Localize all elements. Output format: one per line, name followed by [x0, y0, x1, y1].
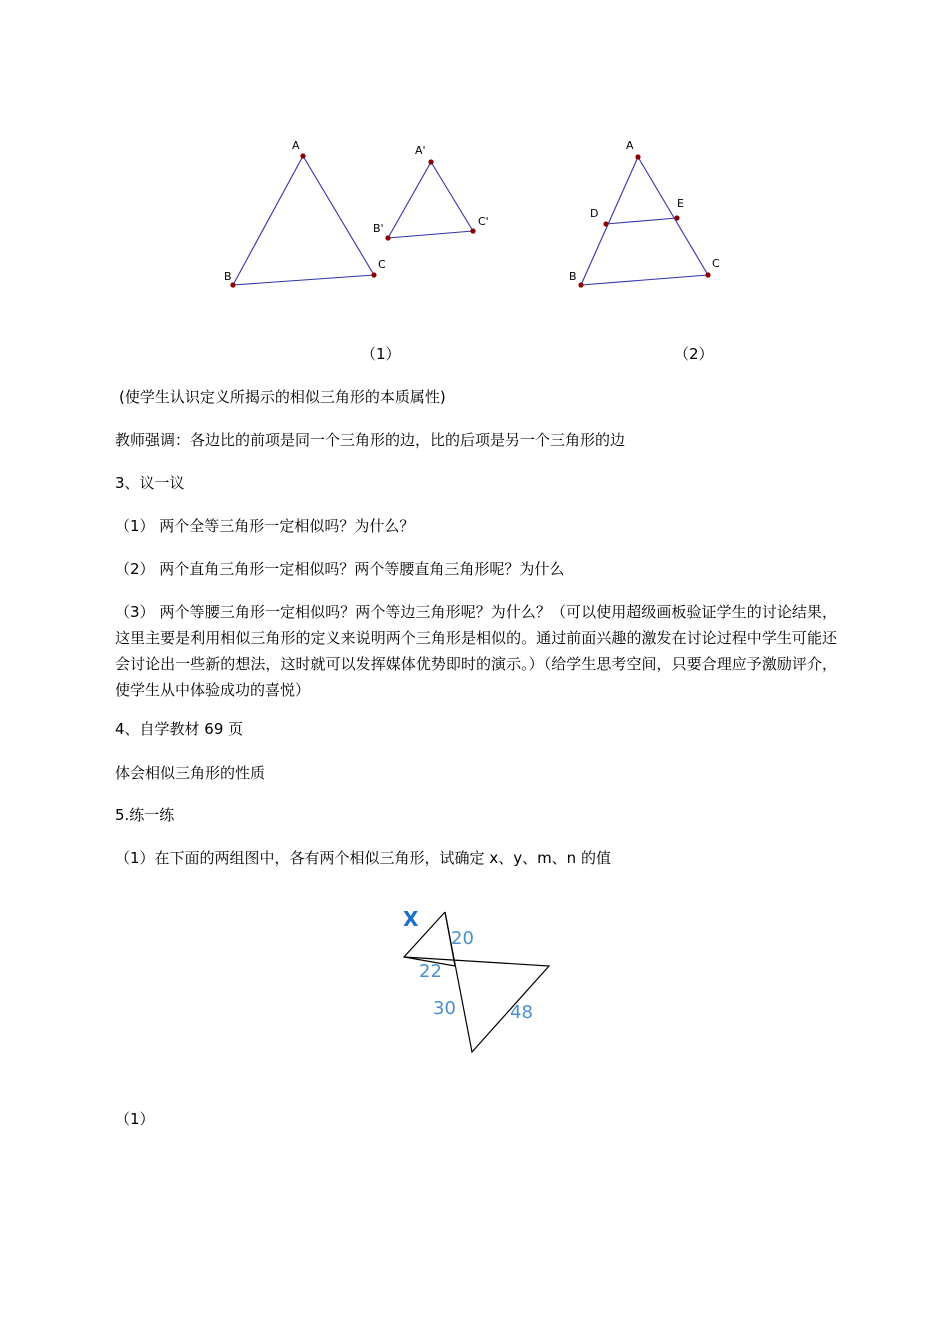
- segment-bc: [581, 275, 708, 285]
- point-e: [674, 215, 679, 220]
- label-a1: A': [415, 144, 426, 157]
- question-3: （3） 两个等腰三角形一定相似吗？两个等边三角形呢？为什么？（可以使用超级画板验证学生的讨论结果，这里主要是利用相似三角形的定义来说明两个三角形是相似的。通过前面兴趣的激发在讨论过程中学生可能还会讨论出一些新的想法，这时就可以发挥媒体优势即时的演示。）（给学生思考空间，只要合理应予激励评介，使学生从中体验成功的喜悦）: [115, 603, 837, 699]
- segment-b1c1: [388, 231, 473, 238]
- teacher-emphasis: 教师强调：各边比的前项是同一个三角形的边，比的后项是另一个三角形的边: [115, 431, 626, 449]
- figure-1-caption: （1）: [361, 345, 401, 363]
- label-48: 48: [510, 1002, 533, 1023]
- point-c: [705, 272, 710, 277]
- label-x: X: [403, 907, 419, 931]
- figure-exercise-triangles: [395, 900, 565, 1060]
- label-d: D: [590, 207, 599, 220]
- point-b: [578, 282, 583, 287]
- segment-ac: [303, 156, 374, 275]
- point-c: [371, 272, 376, 277]
- segment-bc: [233, 275, 374, 285]
- exercise-1-text: （1）在下面的两组图中，各有两个相似三角形，试确定 x、y、m、n 的值: [115, 849, 611, 867]
- label-e: E: [677, 197, 684, 210]
- segment-ac: [638, 157, 708, 275]
- point-b: [230, 282, 235, 287]
- segment-ab: [581, 157, 638, 285]
- label-c: C: [378, 258, 386, 271]
- label-30: 30: [433, 998, 456, 1019]
- point-b1: [385, 235, 390, 240]
- section-3-heading: 3、议一议: [115, 474, 185, 492]
- bottom-label: （1）: [115, 1110, 155, 1128]
- figure-parallel-line-triangle-2: [560, 130, 740, 300]
- section-4-heading: 4、自学教材 69 页: [115, 720, 244, 738]
- label-c1: C': [478, 215, 489, 228]
- segment-a1c1: [431, 162, 473, 231]
- point-a: [635, 154, 640, 159]
- question-1: （1） 两个全等三角形一定相似吗？为什么？: [115, 517, 415, 535]
- label-22: 22: [419, 961, 442, 982]
- segment-ab: [233, 156, 303, 285]
- label-b: B: [224, 270, 232, 283]
- note-text: (使学生认识定义所揭示的相似三角形的本质属性): [119, 388, 446, 406]
- question-2: （2） 两个直角三角形一定相似吗？两个等腰直角三角形呢？为什么: [115, 560, 565, 578]
- label-b1: B': [373, 222, 384, 235]
- segment-a1b1: [388, 162, 431, 238]
- point-d: [603, 221, 608, 226]
- point-a: [300, 153, 305, 158]
- figure-similar-triangles-1: [220, 130, 510, 300]
- segment-de: [606, 218, 677, 224]
- label-20: 20: [451, 928, 474, 949]
- label-a: A: [292, 139, 300, 152]
- figure-2-caption: （2）: [674, 345, 714, 363]
- section-5-heading: 5.练一练: [115, 806, 175, 824]
- point-a1: [428, 159, 433, 164]
- point-c1: [470, 228, 475, 233]
- label-b: B: [569, 270, 577, 283]
- label-c: C: [712, 257, 720, 270]
- property-text: 体会相似三角形的性质: [115, 764, 266, 782]
- label-a: A: [626, 139, 634, 152]
